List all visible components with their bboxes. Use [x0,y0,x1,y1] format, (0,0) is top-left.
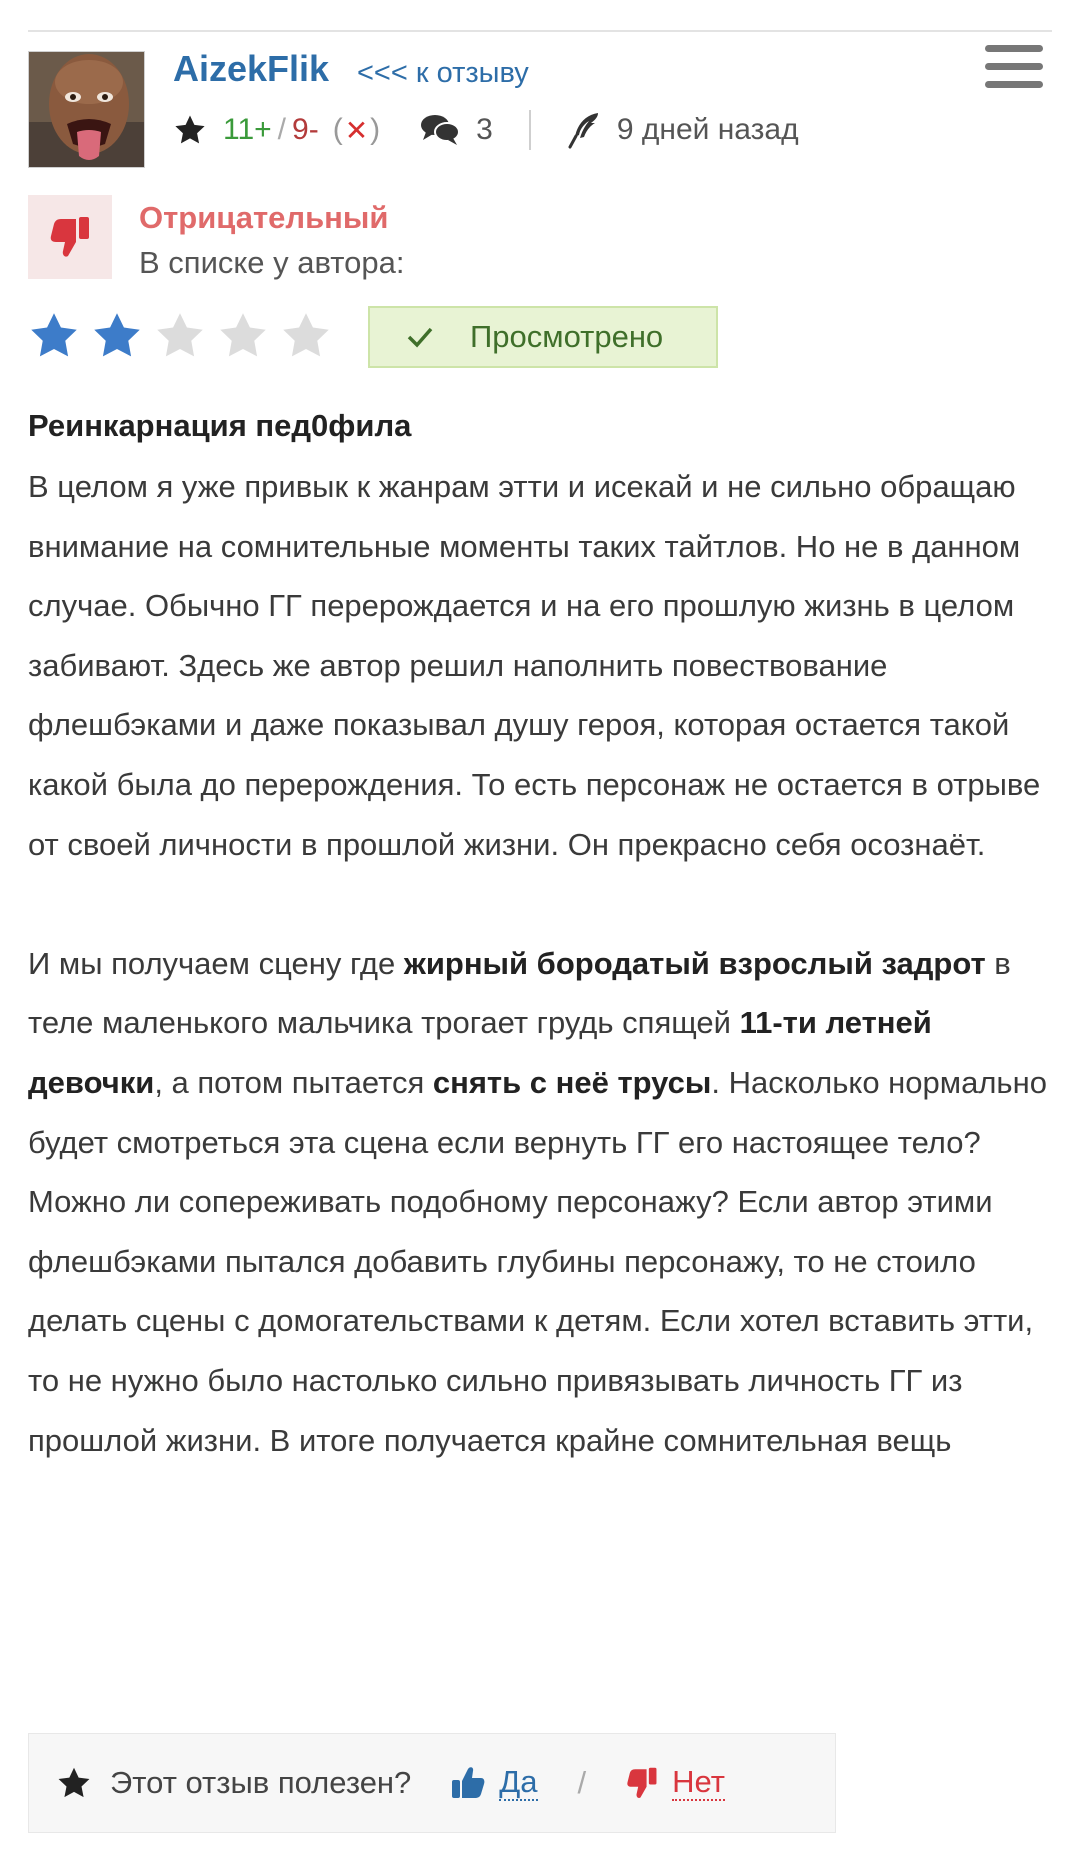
helpful-yes-link[interactable]: Да [499,1765,537,1801]
review-paragraph: В целом я уже привык к жанрам этти и исекай и не сильно обращаю внимание на сомнительные моменты таких тайтлов. Но не в данном случае. Обычно ГГ перерождается и на его прошлую жизнь в целом забивают. Здесь же автор решил наполнить повествование флешбэками и даже показывал душу героя, которая остается такой какой была до перерождения. То есть персонаж не остается в отрыве от своей личности в прошлой жизни. Он прекрасно себя осознаёт. [28,469,1041,862]
list-label: В списке у автора: [139,245,405,280]
thumbs-up-icon [451,1766,485,1800]
watched-status-label: Просмотрено [470,319,664,354]
verdict-badge [28,195,112,279]
star-empty-icon [217,310,269,362]
review-emphasis: жирный бородатый взрослый задрот [403,945,986,981]
avatar[interactable] [28,51,145,168]
watched-status-badge[interactable] [368,306,718,368]
review-paragraph: И мы получаем сцену где жирный бородатый взрослый задрот в теле маленького мальчика трогает грудь спящей 11-ти летней девочки, а потом пытается снять с неё трусы. Насколько нормально будет смотреться эта сцена если вернуть ГГ его настоящее тело? Можно ли сопереживать подобному персонажу? Если автор этими флешбэками пытался добавить глубины персонажу, то не стоило делать сцены с домогательствами к детям. Если хотел вставить этти, то не нужно было настолько сильно привязывать личность ГГ из прошлой жизни. В итоге получается крайне сомнительная вещь [28,945,1047,1458]
comments-icon [420,113,460,147]
review-emphasis: снять с неё трусы [432,1064,712,1100]
thumbs-down-icon [49,215,91,259]
thumbs-down-icon [626,1766,658,1800]
karma-minus: 9- [292,113,319,146]
meta-divider [529,110,531,150]
helpful-question: Этот отзыв полезен? [110,1765,412,1800]
star-filled-icon [91,310,143,362]
quill-icon [567,111,601,149]
review-emphasis: 11-ти летней девочки [28,1005,932,1100]
author-meta [173,110,799,150]
author-name[interactable]: AizekFlik [173,48,330,89]
verdict-label: Отрицательный [139,200,389,235]
helpful-no-link[interactable]: Нет [672,1765,725,1801]
helpful-panel [28,1733,836,1833]
rating-stars [28,310,343,362]
star-empty-icon [280,310,332,362]
karma-plus: 11+ [223,113,272,146]
review-date: 9 дней назад [616,113,799,146]
comments-link[interactable] [420,113,493,147]
helpful-separator: / [577,1765,587,1800]
top-divider [28,30,1052,32]
star-empty-icon [154,310,206,362]
close-icon[interactable]: ✕ [344,114,369,146]
karma-separator: / [277,113,287,146]
back-to-review-link[interactable]: <<< к отзыву [357,57,529,89]
karma-vote-button[interactable]: ( ✕ ) [332,113,381,146]
menu-icon[interactable] [985,45,1043,89]
check-icon [406,325,434,349]
star-icon [56,1765,92,1801]
review-body [28,457,1058,1470]
karma-star-icon [173,113,207,147]
comments-count: 3 [476,113,493,146]
star-filled-icon [28,310,80,362]
review-title: Реинкарнация пед0фила [28,408,412,443]
